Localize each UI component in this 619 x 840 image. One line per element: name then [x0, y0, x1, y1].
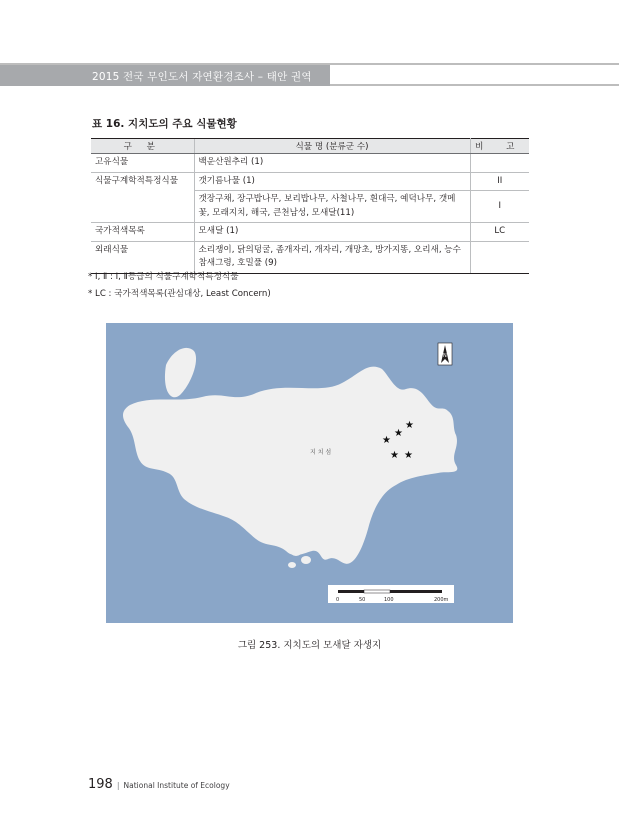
institute-name: National Institute of Ecology [123, 781, 230, 790]
habitat-marker: ★ [394, 428, 403, 439]
footnote-grade: * Ⅰ, Ⅱ : Ⅰ, Ⅱ등급의 식물구계학적특정식물 [88, 272, 239, 282]
habitat-marker: ★ [382, 435, 391, 446]
table-caption: 표 16. 지치도의 주요 식물현황 [92, 118, 237, 130]
scale-bar [328, 585, 454, 603]
row-note: I [470, 191, 529, 223]
page-number: 198 [88, 777, 113, 792]
row-plants: 모새달 (1) [194, 223, 470, 242]
rock-islet [290, 546, 302, 556]
footer-separator: | [116, 781, 120, 790]
header-note: 비 고 [470, 139, 529, 154]
row-plants: 갯기름나물 (1) [194, 172, 470, 191]
row-plants: 소리쟁이, 닭의덩굴, 좀개자리, 개자리, 개망초, 방가지똥, 오리새, 능수참새그령, 호밀풀 (9) [194, 241, 470, 273]
figure-caption: 그림 253. 지치도의 모새달 자생지 [237, 640, 382, 651]
habitat-marker: ★ [405, 420, 414, 431]
running-header: 2015 전국 무인도서 자연환경조사 – 태안 권역 [92, 71, 312, 83]
rock-islet [288, 562, 296, 568]
scale-label: 50 [359, 597, 366, 603]
scale-label: 100 [384, 597, 394, 603]
row-category: 국가적색목록 [91, 223, 194, 242]
habitat-marker: ★ [390, 450, 399, 461]
row-category: 식물구계학적특정식물 [91, 172, 194, 223]
row-plants: 갯장구채, 장구밥나무, 보리밥나무, 사철나무, 흰대극, 예덕나무, 갯메꽃, 모래지치, 해국, 큰천남성, 모새달(11) [194, 191, 470, 223]
north-arrow-icon [438, 343, 452, 365]
header-rule-thin [330, 84, 619, 86]
table-row [91, 241, 529, 273]
island-label: 지 치 섬 [310, 449, 332, 456]
header-plants: 식물 명 (분류군 수) [194, 139, 470, 154]
rock-islet [301, 556, 311, 564]
scale-label: 200m [434, 597, 449, 603]
row-note: LC [470, 223, 529, 242]
page-footer [88, 773, 230, 792]
habitat-map [106, 323, 513, 623]
scale-label: 0 [336, 597, 340, 603]
header-category: 구 분 [91, 139, 194, 154]
row-note [470, 241, 529, 273]
row-note [470, 154, 529, 173]
svg-text:N: N [443, 353, 447, 359]
table-header-row [91, 139, 529, 154]
row-category: 외래식물 [91, 241, 194, 273]
table-row [91, 172, 529, 191]
row-note: II [470, 172, 529, 191]
plant-table [91, 138, 529, 274]
footnote-lc: * LC : 국가적색목록(관심대상, Least Concern) [88, 289, 271, 299]
table-row [91, 154, 529, 173]
row-plants: 백운산원추리 (1) [194, 154, 470, 173]
row-category: 고유식물 [91, 154, 194, 173]
table-row [91, 223, 529, 242]
habitat-marker: ★ [404, 450, 413, 461]
